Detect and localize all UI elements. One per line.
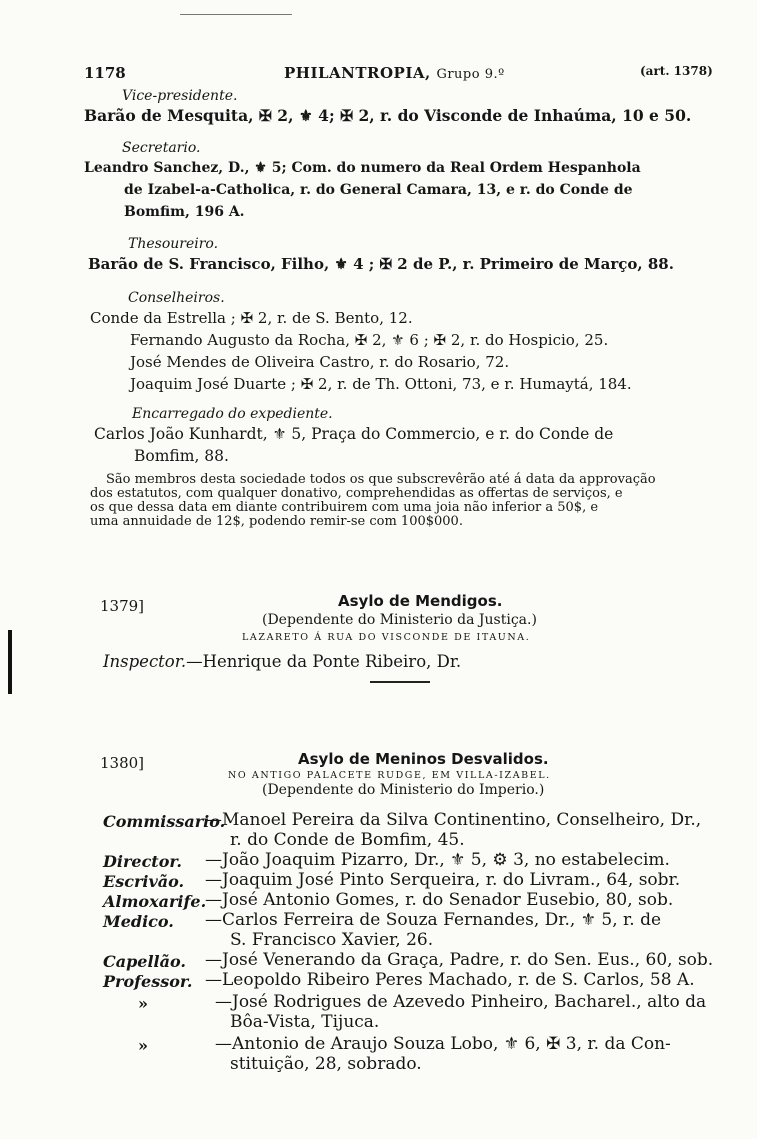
entry-number-1379: 1379]: [100, 597, 145, 615]
staff-professor-line: —Leopoldo Ribeiro Peres Machado, r. de S. Carlos, 58 A.: [205, 970, 695, 990]
treasurer-line: Barão de S. Francisco, Filho, ⚜ 4 ; ✠ 2 de P., r. Primeiro de Março, 88.: [88, 255, 674, 273]
staff-professor2-line-2: Bôa-Vista, Tijuca.: [230, 1012, 380, 1032]
secretary-line-1: Leandro Sanchez, D., ⚜ 5; Com. do numero da Real Ordem Hespanhola: [84, 160, 641, 176]
article-reference: (art. 1378): [640, 64, 713, 78]
running-title: [284, 64, 505, 82]
councillors-heading: Conselheiros.: [128, 290, 225, 306]
inspector-name: —Henrique da Ponte Ribeiro, Dr.: [186, 652, 462, 671]
top-rule: [180, 14, 292, 15]
staff-role-capellao: Capellão.: [103, 952, 186, 971]
staff-role-professor: Professor.: [103, 972, 193, 991]
asylo-mendigos-dependency: (Dependente do Ministerio da Justiça.): [262, 612, 537, 628]
staff-director-line: —João Joaquim Pizarro, Dr., ⚜ 5, ⚙ 3, no estabelecim.: [205, 850, 670, 870]
staff-role-ditto-2: »: [138, 1036, 148, 1055]
section-divider: [370, 681, 430, 683]
councillor-line-4: Joaquim José Duarte ; ✠ 2, r. de Th. Ottoni, 73, e r. Humaytá, 184.: [130, 375, 632, 393]
running-title-group: Grupo 9.º: [436, 67, 505, 82]
staff-professor2-line-1: —José Rodrigues de Azevedo Pinheiro, Bacharel., alto da: [215, 992, 707, 1012]
staff-role-commissario: Commissario.: [103, 812, 226, 831]
running-title-main: PHILANTROPIA,: [284, 64, 431, 82]
staff-role-escrivao: Escrivão.: [103, 872, 185, 891]
staff-role-almoxarife: Almoxarife.: [103, 892, 207, 911]
secretary-line-2: de Izabel-a-Catholica, r. do General Camara, 13, e r. do Conde de: [124, 182, 633, 198]
staff-commissario-line-1: —Manoel Pereira da Silva Continentino, Conselheiro, Dr.,: [205, 810, 702, 830]
staff-commissario-line-2: r. do Conde de Bomfim, 45.: [230, 830, 465, 850]
councillor-line-2: Fernando Augusto da Rocha, ✠ 2, ⚜ 6 ; ✠ 2, r. do Hospicio, 25.: [130, 331, 609, 349]
asylo-meninos-dependency: (Dependente do Ministerio do Imperio.): [262, 782, 545, 798]
margin-mark: [8, 630, 12, 694]
membership-note-line-2: dos estatutos, com qualquer donativo, comprehendidas as offertas de serviços, e: [90, 486, 623, 501]
treasurer-heading: Thesoureiro.: [128, 236, 219, 252]
councillor-line-3: José Mendes de Oliveira Castro, r. do Rosario, 72.: [130, 353, 510, 371]
expediente-line-1: Carlos João Kunhardt, ⚜ 5, Praça do Commercio, e r. do Conde de: [94, 425, 614, 443]
inspector-entry: [103, 652, 461, 671]
staff-capellao-line: —José Venerando da Graça, Padre, r. do Sen. Eus., 60, sob.: [205, 950, 714, 970]
staff-almoxarife-line: —José Antonio Gomes, r. do Senador Eusebio, 80, sob.: [205, 890, 674, 910]
asylo-mendigos-location: LAZARETO Á RUA DO VISCONDE DE ITAUNA.: [242, 632, 531, 643]
staff-escrivao-line: —Joaquim José Pinto Serqueira, r. do Livram., 64, sobr.: [205, 870, 681, 890]
expediente-heading: Encarregado do expediente.: [132, 406, 333, 422]
vice-president-heading: Vice-presidente.: [122, 88, 238, 104]
expediente-line-2: Bomfim, 88.: [134, 447, 229, 465]
staff-role-director: Director.: [103, 852, 182, 871]
secretary-line-3: Bomfim, 196 A.: [124, 204, 245, 220]
staff-professor3-line-1: —Antonio de Araujo Souza Lobo, ⚜ 6, ✠ 3, r. da Con-: [215, 1034, 671, 1054]
page-number: 1178: [84, 64, 126, 82]
staff-medico-line-2: S. Francisco Xavier, 26.: [230, 930, 434, 950]
membership-note-line-1: São membros desta sociedade todos os que subscrevêrão até á data da approvação: [106, 472, 656, 487]
asylo-meninos-location: NO ANTIGO PALACETE RUDGE, EM VILLA-IZABEL.: [228, 770, 551, 781]
membership-note-line-4: uma annuidade de 12$, podendo remir-se com 100$000.: [90, 514, 463, 529]
asylo-meninos-title: Asylo de Meninos Desvalidos.: [298, 750, 549, 768]
membership-note-line-3: os que dessa data em diante contribuirem com uma joia não inferior a 50$, e: [90, 500, 599, 515]
asylo-mendigos-title: Asylo de Mendigos.: [338, 592, 503, 610]
staff-role-medico: Medico.: [103, 912, 174, 931]
staff-role-ditto-1: »: [138, 994, 148, 1013]
secretary-heading: Secretario.: [122, 140, 201, 156]
entry-number-1380: 1380]: [100, 754, 145, 772]
vice-president-line: Barão de Mesquita, ✠ 2, ⚜ 4; ✠ 2, r. do Visconde de Inhaúma, 10 e 50.: [84, 106, 692, 125]
councillor-line-1: Conde da Estrella ; ✠ 2, r. de S. Bento, 12.: [90, 309, 413, 327]
staff-medico-line-1: —Carlos Ferreira de Souza Fernandes, Dr., ⚜ 5, r. de: [205, 910, 662, 930]
inspector-role: Inspector.: [103, 652, 187, 671]
staff-professor3-line-2: stituição, 28, sobrado.: [230, 1054, 422, 1074]
